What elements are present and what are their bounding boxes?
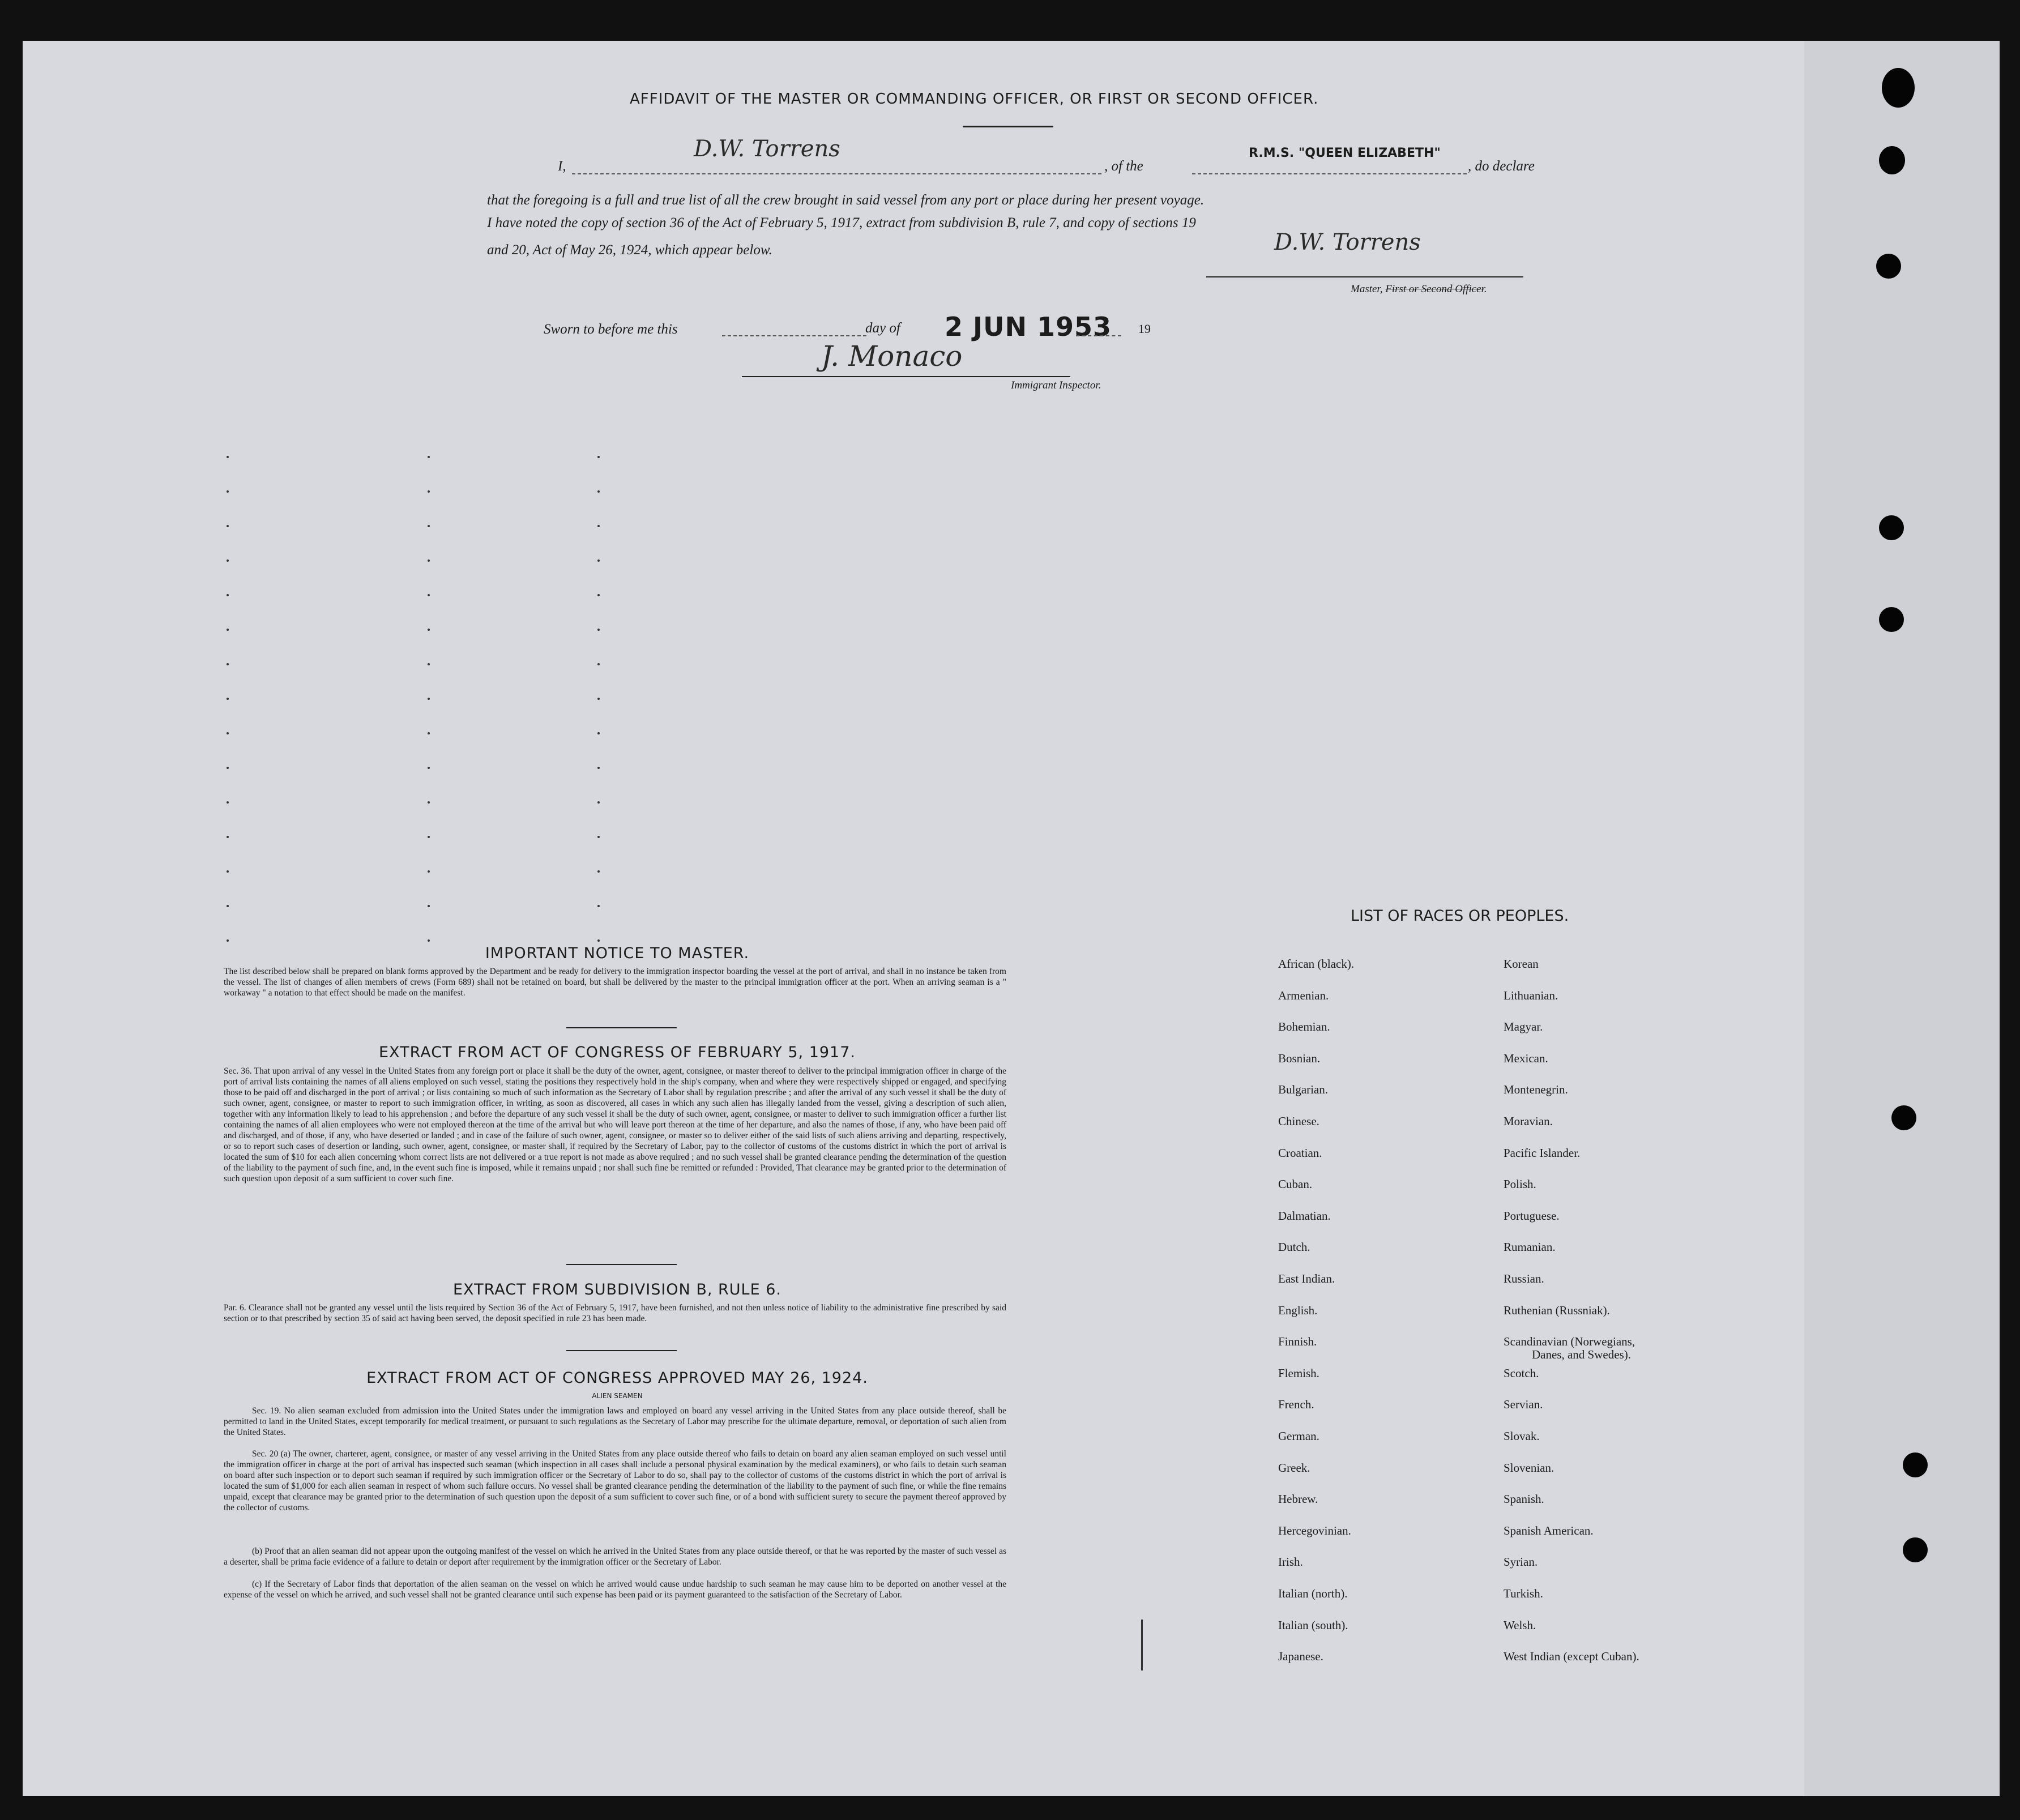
guide-dot: [428, 663, 430, 665]
race-item: Mexican.: [1504, 1051, 1548, 1065]
race-item: Croatian.: [1278, 1146, 1322, 1160]
guide-dot: [428, 559, 430, 562]
guide-dot: [227, 490, 229, 493]
underlying-page-edge: [1804, 41, 2000, 1796]
punch-hole-3: [1876, 254, 1901, 279]
guide-dot: [597, 490, 600, 493]
guide-dot: [227, 767, 229, 769]
race-item: Irish.: [1278, 1555, 1303, 1569]
extract-1917-title: EXTRACT FROM ACT OF CONGRESS OF FEBRUARY 5, 1917.: [379, 1044, 856, 1061]
punch-hole-2: [1879, 146, 1905, 174]
race-item: Scandinavian (Norwegians,: [1504, 1335, 1635, 1349]
rule6-rule: [566, 1350, 677, 1351]
guide-dot: [227, 456, 229, 458]
year-prefix: 19: [1138, 322, 1151, 336]
guide-dot: [597, 905, 600, 907]
punch-hole-6: [1891, 1105, 1916, 1130]
race-item: Turkish.: [1504, 1587, 1543, 1600]
guide-dot: [428, 801, 430, 804]
punch-hole-8: [1903, 1537, 1928, 1562]
inspector-signature: J. Monaco: [821, 340, 963, 373]
pen-mark: [1141, 1620, 1143, 1671]
guide-dot: [227, 629, 229, 631]
guide-dot: [597, 836, 600, 838]
race-item: Bohemian.: [1278, 1020, 1330, 1034]
of-the-label: , of the: [1104, 159, 1143, 174]
sworn-day-line: [722, 335, 866, 336]
race-item: Cuban.: [1278, 1177, 1313, 1191]
race-item: African (black).: [1278, 957, 1355, 971]
document-sheet: [23, 41, 1976, 1796]
race-item: Finnish.: [1278, 1335, 1317, 1349]
vessel-name: R.M.S. "QUEEN ELIZABETH": [1249, 146, 1441, 160]
guide-dot: [227, 939, 229, 942]
guide-dot: [227, 870, 229, 873]
guide-dot: [597, 456, 600, 458]
sec-20c-text: (c) If the Secretary of Labor finds that deportation of the alien seaman on the vessel on which he arrived would cause undue hardship to such seaman he may cause him to be deported on another vessel at the expense of the vessel on which he arrived, and such vessel shall not be granted clearance until such expense has been paid or its payment guaranteed to the satisfaction of the Secretary of Labor.: [224, 1579, 1006, 1600]
race-item: Syrian.: [1504, 1555, 1538, 1569]
punch-hole-top: [1882, 68, 1915, 108]
guide-dot: [428, 905, 430, 907]
race-item: Spanish.: [1504, 1492, 1544, 1506]
race-item: Welsh.: [1504, 1618, 1536, 1632]
race-item: Korean: [1504, 957, 1539, 971]
extract-1924-title: EXTRACT FROM ACT OF CONGRESS APPROVED MAY 26, 1924.: [366, 1369, 868, 1387]
guide-dot: [227, 594, 229, 596]
date-stamp: 2 JUN 1953: [945, 311, 1112, 342]
races-title: LIST OF RACES OR PEOPLES.: [1351, 907, 1569, 925]
vessel-line: [1192, 173, 1467, 174]
race-item: Dalmatian.: [1278, 1208, 1331, 1223]
race-item: Russian.: [1504, 1272, 1544, 1285]
do-declare-label: , do declare: [1468, 159, 1535, 174]
guide-dot: [428, 594, 430, 596]
extract-1917-text: Sec. 36. That upon arrival of any vessel in the United States from any foreign port or place it shall be the duty of the owner, agent, consignee, or master thereof to deliver to the principal immigration officer in charge of the port of arrival lists containing the names of all aliens employed on such vessel, stating the positions they respectively hold in the ship's company, when and where they were respectively shipped or engaged, and specifying those to be paid off and discharged in the port of arrival ; or lists containing so much of such information as the Secretary of Labor shall by regulation prescribe ; and after the arrival of any such vessel it shall be the duty of such owner, agent, consignee, or master to report to such immigration officer, in writing, as soon as discovered, all cases in which any such alien has illegally landed from the vessel, giving a description of such alien, together with any information likely to lead to his apprehension ; and before the departure of any such vessel it shall be the duty of such owner, agent, consignee, or master to deliver to such immigration officer a further list containing the names of all alien employees who were not employed thereon at the time of the arrival but who will leave port thereon at the time of her departure, and also the names of those, if any, who have been paid off and discharged, and of those, if any, who have deserted or landed ; and in case of the failure of such owner, agent, consignee, or master so to deliver either of the said lists of such aliens arriving and departing, respectively, or so to report such cases of desertion or landing, such owner, agent, consignee, or master shall, if required by the Secretary of Labor, pay to the collector of customs of the customs district in which the port of arrival is located the sum of $10 for each alien concerning whom correct lists are not delivered or a true report is not made as above required ; and no such vessel shall be granted clearance pending the determination of the question of the liability to the payment of such fine, and, in the event such fine is imposed, while it remains unpaid ; nor shall such fine be remitted or refunded : Provided, That clearance may be granted prior to the determination of such question upon deposit of a sum sufficient to cover such fine.: [224, 1066, 1006, 1184]
guide-dot: [597, 801, 600, 804]
master-label: Master,: [1351, 283, 1383, 295]
extract-1917-rule: [566, 1264, 677, 1265]
guide-dot: [227, 698, 229, 700]
guide-dot: [428, 870, 430, 873]
notice-rule: [566, 1027, 677, 1028]
guide-dot: [428, 836, 430, 838]
date-line: [1076, 335, 1121, 336]
guide-dot: [597, 732, 600, 734]
guide-dot: [428, 456, 430, 458]
guide-dot: [227, 663, 229, 665]
guide-dot: [428, 525, 430, 527]
race-item: Moravian.: [1504, 1114, 1553, 1128]
guide-dot: [597, 663, 600, 665]
guide-dot: [428, 939, 430, 942]
punch-hole-7: [1903, 1452, 1928, 1477]
race-item: Slovak.: [1504, 1429, 1540, 1443]
race-item: Armenian.: [1278, 988, 1329, 1002]
race-item: Flemish.: [1278, 1366, 1319, 1380]
signer-signature: D.W. Torrens: [694, 136, 840, 162]
guide-dot: [597, 559, 600, 562]
guide-dot: [597, 525, 600, 527]
title-rule: [963, 126, 1053, 127]
race-item: Portuguese.: [1504, 1208, 1560, 1223]
race-item: Rumanian.: [1504, 1240, 1556, 1254]
guide-dot: [428, 767, 430, 769]
master-caption: [1351, 283, 1487, 296]
guide-dot: [597, 594, 600, 596]
guide-dot: [597, 629, 600, 631]
punch-hole-5: [1879, 607, 1904, 632]
race-item: Polish.: [1504, 1177, 1536, 1191]
rule6-title: EXTRACT FROM SUBDIVISION B, RULE 6.: [453, 1281, 781, 1298]
guide-dot: [428, 698, 430, 700]
race-item: Chinese.: [1278, 1114, 1319, 1128]
punch-hole-4: [1879, 515, 1904, 540]
race-item: Dutch.: [1278, 1240, 1310, 1254]
race-item: Servian.: [1504, 1398, 1543, 1412]
guide-dot: [227, 905, 229, 907]
guide-dot: [428, 629, 430, 631]
affidavit-i: I,: [558, 159, 566, 174]
guide-dot: [597, 870, 600, 873]
affidavit-line-1: that the foregoing is a full and true list of all the crew brought in said vessel from any port or place during her present voyage.: [487, 193, 1205, 208]
guide-dot: [227, 801, 229, 804]
affidavit-line-3: and 20, Act of May 26, 1924, which appear below.: [487, 242, 772, 258]
race-item: Bulgarian.: [1278, 1083, 1329, 1097]
inspector-label: Immigrant Inspector.: [1011, 379, 1101, 391]
race-item: Greek.: [1278, 1460, 1310, 1475]
race-item: Bosnian.: [1278, 1051, 1321, 1065]
race-item: Lithuanian.: [1504, 988, 1558, 1002]
race-item: Pacific Islander.: [1504, 1146, 1581, 1160]
race-item: Japanese.: [1278, 1650, 1323, 1664]
sworn-label: Sworn to before me this: [544, 322, 678, 337]
guide-dot: [227, 732, 229, 734]
race-item: Slovenian.: [1504, 1460, 1554, 1475]
inspector-line: [742, 376, 1070, 377]
sec-19-text: Sec. 19. No alien seaman excluded from admission into the United States under the immigration laws and employed on board any vessel arriving in the United States from any place outside thereof, shall be permitted to land in the United States, except temporarily for medical treatment, or pursuant to such regulations as the Secretary of Labor may prescribe for the ultimate departure, removal, or deportation of such alien from the United States.: [224, 1406, 1006, 1437]
master-signature: D.W. Torrens: [1274, 229, 1421, 255]
master-caption-end: .: [1484, 283, 1487, 295]
guide-dot: [227, 525, 229, 527]
race-item: Scotch.: [1504, 1366, 1539, 1380]
race-item: East Indian.: [1278, 1272, 1335, 1285]
sec-20b-text: (b) Proof that an alien seaman did not appear upon the outgoing manifest of the vessel on which he arrived in the United States from any place outside thereof, or that he was reported by the master of such vessel as a deserter, shall be prima facie evidence of a failure to detain or deport after requirement by the immigration officer or the Secretary of Labor.: [224, 1546, 1006, 1567]
affidavit-line-2: I have noted the copy of section 36 of the Act of February 5, 1917, extract from subdivision B, rule 7, and copy of sections 19: [487, 215, 1196, 230]
guide-dot: [227, 559, 229, 562]
guide-dot: [428, 490, 430, 493]
race-item: Italian (north).: [1278, 1587, 1348, 1600]
guide-dot: [597, 939, 600, 942]
guide-dot: [597, 767, 600, 769]
race-item: Spanish American.: [1504, 1523, 1594, 1537]
notice-text: The list described below shall be prepared on blank forms approved by the Department and be ready for delivery to the immigration inspector boarding the vessel at the port of arrival, and shall in no instance be taken from the vessel. The list of changes of alien members of crews (Form 689) shall not be retained on board, but shall be delivered by the master to the principal immigration officer at the port. When an arriving seaman is a " workaway " a notation to that effect should be made on the manifest.: [224, 967, 1006, 998]
notice-title: IMPORTANT NOTICE TO MASTER.: [485, 945, 750, 962]
race-item: West Indian (except Cuban).: [1504, 1650, 1639, 1664]
race-item: Hercegovinian.: [1278, 1523, 1351, 1537]
race-item: German.: [1278, 1429, 1319, 1443]
sec-20a-text: Sec. 20 (a) The owner, charterer, agent, consignee, or master of any vessel arriving in the United States from any place outside thereof who fails to detain on board any alien seaman employed on such vessel until the immigration officer in charge at the port of arrival has inspected such seaman (which inspection in all cases shall include a personal physical examination by the medical examiners), or who fails to detain such seaman on board after such inspection or to deport such seaman if required by such immigration officer or the Secretary of Labor to do so, shall pay to the collector of customs of the customs district in which the port of arrival is located the sum of $1,000 for each alien seaman in respect of whom such failure occurs. No vessel shall be granted clearance pending the determination of the liability to the payment of such fine, or while the fine remains unpaid, except that clearance may be granted prior to the determination of such question upon the deposit of a sum sufficient to cover such fine, or of a bond with sufficient surety to secure the payment thereof approved by the collector of customs.: [224, 1449, 1006, 1513]
alien-seamen-subtitle: ALIEN SEAMEN: [592, 1392, 643, 1400]
signer-line: [572, 173, 1101, 174]
affidavit-title: AFFIDAVIT OF THE MASTER OR COMMANDING OFFICER, OR FIRST OR SECOND OFFICER.: [630, 91, 1319, 108]
race-item: Magyar.: [1504, 1020, 1543, 1034]
race-item: French.: [1278, 1398, 1314, 1412]
guide-dot: [428, 732, 430, 734]
race-item: Hebrew.: [1278, 1492, 1318, 1506]
rule6-text: Par. 6. Clearance shall not be granted any vessel until the lists required by Section 36 of the Act of February 5, 1917, have been furnished, and not then unless notice of liability to the administrative fine prescribed by said section or to that prescribed by section 35 of said act having been served, the deposit specified in rule 23 has been made.: [224, 1303, 1006, 1323]
race-item: Montenegrin.: [1504, 1083, 1568, 1097]
race-item: English.: [1278, 1303, 1318, 1317]
day-of-label: day of: [865, 321, 900, 336]
master-line: [1206, 276, 1523, 277]
struck-officer-text: First or Second Officer: [1385, 283, 1484, 295]
guide-dot: [227, 836, 229, 838]
race-scandinavian-continued: Danes, and Swedes).: [1532, 1348, 1631, 1361]
race-item: Italian (south).: [1278, 1618, 1348, 1632]
race-item: Ruthenian (Russniak).: [1504, 1303, 1610, 1317]
guide-dot: [597, 698, 600, 700]
